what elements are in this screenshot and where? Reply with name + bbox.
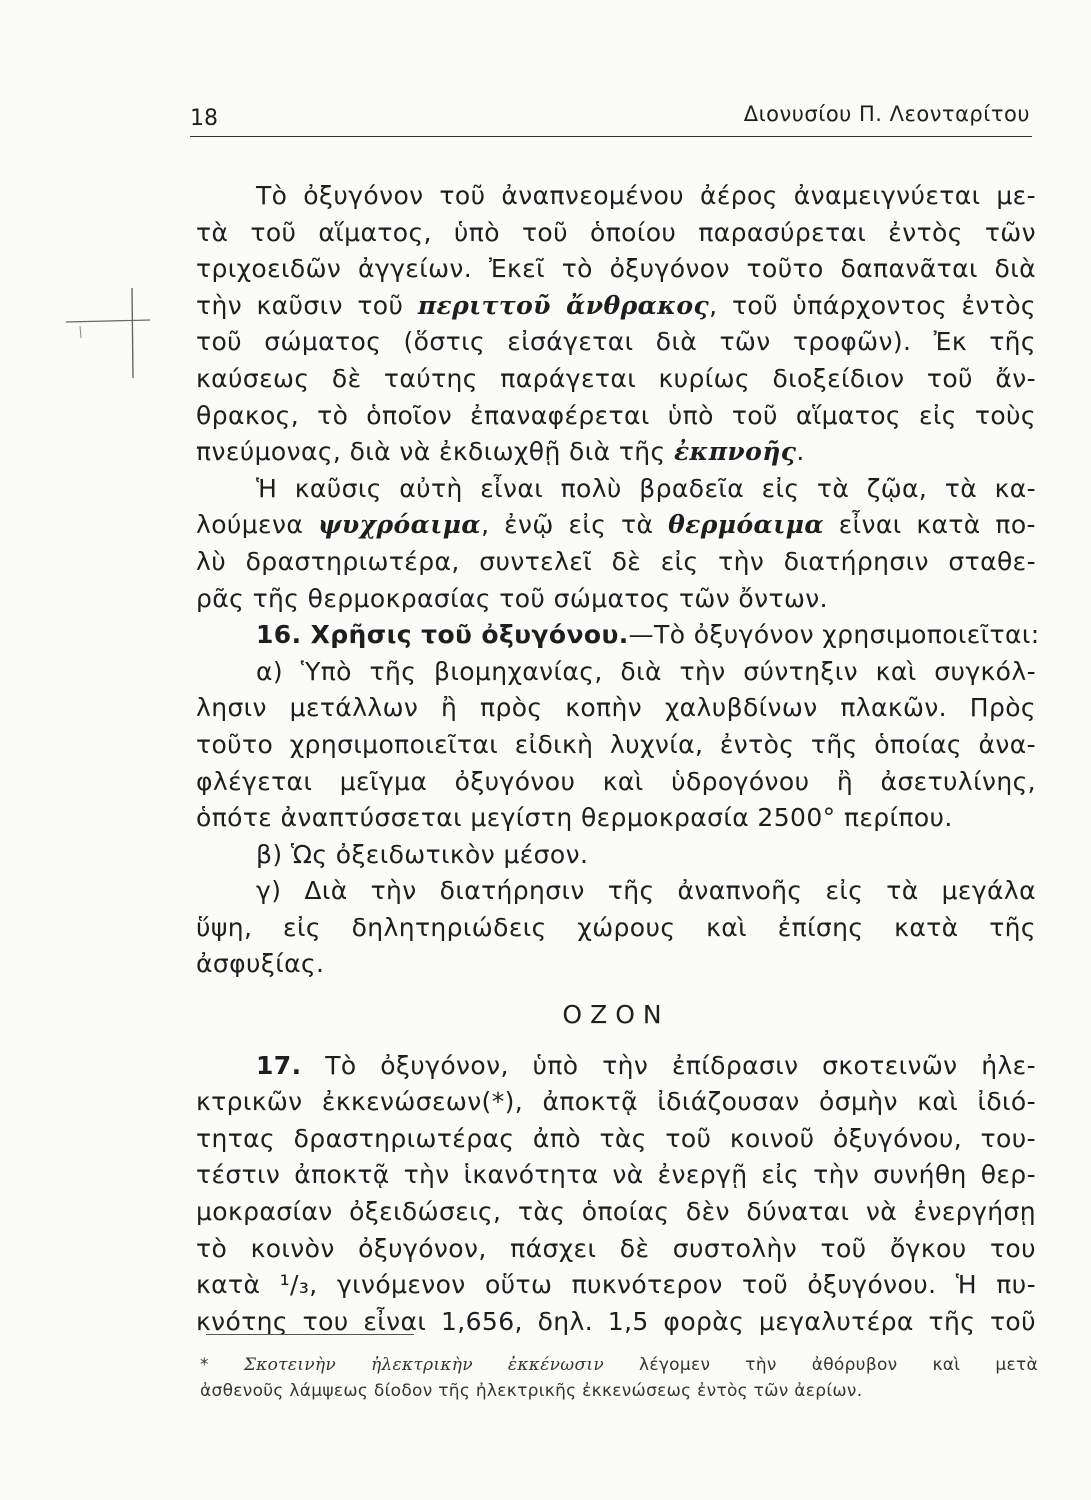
text-line: λησιν μετάλλων ἢ πρὸς κοπὴν χαλυβδίνων πλακῶν. Πρὸς	[196, 693, 1036, 723]
section-title: ΟΖΟΝ	[562, 1000, 670, 1030]
text-run: .	[796, 437, 805, 467]
text-line	[196, 434, 1036, 471]
text-run: , τοῦ ὑπάρχοντος ἐντὸς	[709, 290, 1036, 320]
section-heading: 16. Χρῆσις τοῦ ὀξυγόνου.	[256, 620, 629, 650]
text-line: ὕψη, εἰς δηλητηριώδεις χώρους καὶ ἐπίσης κατὰ τῆς	[196, 912, 1036, 942]
text-run: , ἐνῷ εἰς τὰ	[481, 510, 669, 540]
text-run: λέγομεν τὴν ἀθόρυβον καὶ μετὰ	[603, 1355, 1038, 1375]
pencil-margin-mark	[62, 286, 152, 382]
text-line: λὺ δραστηριωτέρα, συντελεῖ δὲ εἰς τὴν διατήρησιν σταθε-	[196, 546, 1036, 576]
text-run: πνεύμονας, διὰ νὰ ἐκδιωχθῇ διὰ τῆς	[196, 437, 674, 467]
text-line: ρᾶς τῆς θερμοκρασίας τοῦ σώματος τῶν ὄντων.	[196, 583, 828, 613]
footnote-rule	[206, 1334, 414, 1335]
text-line: μοκρασίαν ὀξειδώσεις, τὰς ὁποίας δὲν δύναται νὰ ἐνεργήσῃ	[196, 1197, 1036, 1227]
footnote-line: ἀσθενοῦς λάμψεως δίοδον τῆς ἠλεκτρικῆς ἐκκενώσεως ἐντὸς τῶν ἀερίων.	[200, 1381, 863, 1401]
header-rule	[190, 136, 1032, 137]
footnote-term: Σκοτεινὴν ἠλεκτρικὴν ἐκκένωσιν	[243, 1355, 604, 1375]
paragraph-number: 17.	[256, 1050, 302, 1080]
text-line: τὰ τοῦ αἵματος, ὑπὸ τοῦ ὁποίου παρασύρεται ἐντὸς τῶν	[196, 217, 1036, 247]
text-line: τέστιν ἀποκτᾷ τὴν ἱκανότητα νὰ ἐνεργῇ εἰς τὴν συνήθη θερ-	[196, 1160, 1036, 1190]
body-text	[196, 178, 1040, 1340]
text-line: γ) Διὰ τὴν διατήρησιν τῆς ἀναπνοῆς εἰς τὰ μεγάλα	[256, 876, 1036, 906]
text-line: τητας δραστηριωτέρας ἀπὸ τὰς τοῦ κοινοῦ ὀξυγόνου, του-	[196, 1123, 1036, 1153]
text-line: β) Ὡς ὀξειδωτικὸν μέσον.	[256, 839, 589, 869]
text-line: α) Ὑπὸ τῆς βιομηχανίας, διὰ τὴν σύντηξιν καὶ συγκόλ-	[256, 656, 1036, 686]
text-line	[196, 1048, 1036, 1085]
text-line: τοῦ σώματος (ὅστις εἰσάγεται διὰ τῶν τροφῶν). Ἐκ τῆς	[196, 327, 1036, 357]
emphasis-term: θερμόαιμα	[668, 510, 825, 540]
text-line: ὁπότε ἀναπτύσσεται μεγίστη θερμοκρασία 2500° περίπου.	[196, 803, 953, 833]
text-line: κτρικῶν ἐκκενώσεων(*), ἀποκτᾷ ἰδιάζουσαν ὀσμὴν καὶ ἰδιό-	[196, 1087, 1036, 1117]
footnote	[200, 1352, 1038, 1404]
text-line: ἀσφυξίας.	[196, 949, 325, 979]
text-run: λούμενα	[196, 510, 318, 540]
footnote-marker: *	[200, 1355, 244, 1375]
text-line: καύσεως δὲ ταύτης παράγεται κυρίως διοξείδιον τοῦ ἄν-	[196, 363, 1036, 393]
spacer	[196, 1034, 1036, 1048]
text-line	[196, 507, 1036, 544]
emphasis-term: περιττοῦ ἄνθρακος	[417, 290, 710, 320]
spacer	[196, 983, 1036, 997]
text-line: κνότης του εἶναι 1,656, δηλ. 1,5 φορὰς μεγαλυτέρα τῆς τοῦ	[196, 1306, 1036, 1336]
text-run: Τὸ ὀξυγόνον, ὑπὸ τὴν ἐπίδρασιν σκοτεινῶν ἠλε-	[301, 1050, 1036, 1080]
text-line: φλέγεται μεῖγμα ὀξυγόνου καὶ ὑδρογόνου ἢ ἀσετυλίνης,	[196, 766, 1036, 796]
text-line: τοῦτο χρησιμοποιεῖται εἰδικὴ λυχνία, ἐντὸς τῆς ὁποίας ἀνα-	[196, 729, 1036, 759]
text-line: τριχοειδῶν ἀγγείων. Ἐκεῖ τὸ ὀξυγόνον τοῦτο δαπανᾶται διὰ	[196, 254, 1036, 284]
text-line: Ἡ καῦσις αὐτὴ εἶναι πολὺ βραδεῖα εἰς τὰ ζῷα, τὰ κα-	[256, 473, 1036, 503]
text-run: τὴν καῦσιν τοῦ	[196, 290, 418, 320]
page-number: 18	[190, 106, 218, 131]
text-line: θρακος, τὸ ὁποῖον ἐπαναφέρεται ὑπὸ τοῦ αἵματος εἰς τοὺς	[196, 400, 1036, 430]
text-run: εἶναι κατὰ πο-	[824, 510, 1036, 540]
page-header	[190, 100, 1030, 136]
emphasis-term: ψυχρόαιμα	[317, 510, 482, 540]
emphasis-term: ἐκπνοῆς	[673, 437, 797, 467]
section-heading-line	[196, 617, 1040, 654]
text-line: τὸ κοινὸν ὀξυγόνον, πάσχει δὲ συστολὴν τοῦ ὄγκου του	[196, 1233, 1036, 1263]
text-line: Τὸ ὀξυγόνον τοῦ ἀναπνεομένου ἀέρος ἀναμειγνύεται με-	[256, 181, 1036, 210]
footnote-line	[200, 1352, 1038, 1378]
text-line: κατὰ ¹/₃, γινόμενον οὕτω πυκνότερον τοῦ ὀξυγόνου. Ἡ πυ-	[196, 1270, 1036, 1300]
text-run: —Τὸ ὀξυγόνον χρησιμοποιεῖται:	[628, 620, 1040, 650]
running-head: Διονυσίου Π. Λεονταρίτου	[743, 102, 1030, 126]
text-line	[196, 288, 1036, 325]
